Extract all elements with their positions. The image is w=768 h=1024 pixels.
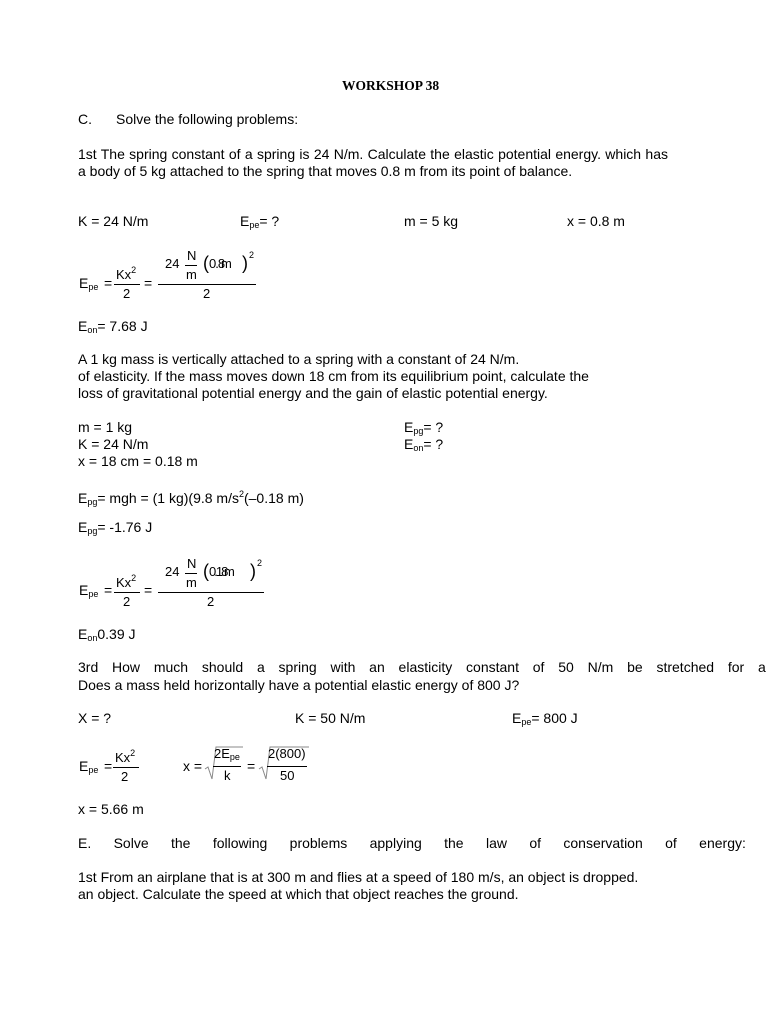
- p2-calc: $E_{pg}=$ mgh = (1 kg)(9.8 $m/s^2(-0.18$ m): [78, 489, 304, 507]
- p3-line-1-word: be: [627, 659, 643, 675]
- p3-line-1-word: an: [369, 659, 385, 675]
- p3-line-1-word: stretched: [656, 659, 715, 675]
- p3-line-1-word: N/m: [587, 659, 614, 675]
- p2-given-k: K = 24 N/m: [78, 436, 149, 452]
- p1-given-k: K = 24 N/m: [78, 213, 149, 229]
- document-page: WORKSHOP 38 C. Solve the following problems: 1st The spring constant of a spring is 24 N/m. Calculate the elastic potential energy. which has a body of 5 kg attached to the spring that moves 0.8 m from its point of balance. K = 24 N/m $E_{pe}=$ ? m = 5 kg x = 0.8 m $E_{pe}$ = $Kx^2$ 2 = 24 N m ( 0.8 m ) 2 2 $E_{on}= 7.68$ J A 1 kg mass is vertically attached to a spring with a constant of 24 N/m. of elasticity. If the mass moves down 18 cm from its equilibrium point, calculate the loss of gravitational potential energy and the gain of elastic potential energy. m = 1 kg K = 24 N/m x = 18 cm = 0.18 m $E_{pg}=$ ? $E_{on}=$ ? $E_{pg}=$ mgh = (1 kg)(9.8 $m/s^2(-0.18$ m) $E_{pg}= -1.76$ J $E_{pe}$ = Kx$^2$ 2 = 24 N m ( 0.18 m ) 2 2 $E_{on}0.39$ J 3rd How much should a spring with an elasticity constant of 50 N/m be stretched for a Does a mass held horizontally have a potential elastic energy of 800 J? X = ? K = 50 N/m $E_{pe}= 800$ J $E_{pe}$ = $Kx^2$ 2 x = $2E_{pe}$ k = 2(800) 50 x = 5.66 m E. Solve the following problems applying the law of conservation of energy: 1st From an airplane that is at 300 m and flies at a speed of 180 m/s, an object is dropped. an object. Calculate the speed at which that object reaches the ground.: [78, 78, 766, 902]
- section-e-word: problems: [289, 835, 348, 851]
- problem-1-text: 1st The spring constant of a spring is 24 N/m. Calculate the elastic potential energy. which has a body of 5 kg attached to the spring that moves 0.8 m from its point of balance.: [78, 146, 668, 179]
- p3-line-1-word: 3rd: [78, 659, 99, 675]
- p3-line-1-word: spring: [278, 659, 317, 675]
- p3-line-1-word: with: [330, 659, 356, 675]
- p1-given-x: x = 0.8 m: [567, 213, 625, 229]
- p3-line-1-word: for: [727, 659, 745, 675]
- section-e-word: of: [665, 835, 677, 851]
- p4-line-1: 1st From an airplane that is at 300 m and flies at a speed of 180 m/s, an object is dropped.: [78, 869, 639, 885]
- p2-given-m: m = 1 kg: [78, 419, 133, 435]
- section-e-word: the: [444, 835, 464, 851]
- p3-line-1-word: should: [201, 659, 244, 675]
- p3-given-epe: $E_{pe}= 800$ J: [512, 710, 578, 727]
- p2-line-2: of elasticity. If the mass moves down 18 cm from its equilibrium point, calculate the: [78, 368, 589, 384]
- p1-given-m: m = 5 kg: [404, 213, 459, 229]
- p2-line-1: A 1 kg mass is vertically attached to a spring with a constant of 24 N/m.: [78, 351, 520, 367]
- p3-line-1-word: of: [532, 659, 545, 675]
- section-c-letter: C.: [78, 111, 92, 127]
- p3-result: x = 5.66 m: [78, 801, 144, 817]
- section-e-word: applying: [369, 835, 422, 851]
- section-e-word: Solve: [113, 835, 149, 851]
- p3-line-1-word: a: [256, 659, 265, 675]
- p3-given-x: X = ?: [78, 710, 112, 726]
- p2-result: $E_{on}0.39$ J: [78, 626, 136, 643]
- p1-result: $E_{on}= 7.68$ J: [78, 318, 148, 335]
- section-e-word: law: [485, 835, 507, 851]
- p3-line-1-word: 50: [558, 659, 574, 675]
- section-e-word: the: [170, 835, 191, 851]
- p2-given-eon: $E_{on}=$ ?: [404, 436, 444, 453]
- p3-line-1-word: a: [758, 659, 766, 675]
- page-title: WORKSHOP 38: [342, 78, 440, 93]
- section-e-word: following: [212, 835, 268, 851]
- section-e-word: conservation: [563, 835, 643, 851]
- p3-line-1-word: constant: [466, 659, 519, 675]
- p3-line-1: [78, 659, 766, 676]
- p3-given-k: K = 50 N/m: [295, 710, 366, 726]
- section-e-instruction: [78, 835, 746, 852]
- p2-calc-result: $E_{pg}= -1.76$ J: [78, 519, 153, 536]
- section-e-word: energy:: [699, 835, 746, 851]
- section-e-word: E.: [78, 835, 92, 851]
- p3-line-1-word: elasticity: [398, 659, 453, 675]
- p4-line-2: an object. Calculate the speed at which that object reaches the ground.: [78, 886, 519, 902]
- section-e-word: of: [529, 835, 542, 851]
- p3-line-1-word: much: [153, 659, 189, 675]
- section-c-instruction: Solve the following problems:: [116, 111, 299, 127]
- p3-line-2: Does a mass held horizontally have a potential elastic energy of 800 J?: [78, 677, 520, 693]
- p2-line-3: loss of gravitational potential energy and the gain of elastic potential energy.: [78, 385, 548, 401]
- p2-given-x: x = 18 cm = 0.18 m: [78, 453, 198, 469]
- p1-given-epe: $E_{pe}=$ ?: [240, 213, 280, 230]
- p3-line-1-word: How: [112, 659, 141, 675]
- p2-given-epg: $E_{pg}=$ ?: [404, 419, 444, 436]
